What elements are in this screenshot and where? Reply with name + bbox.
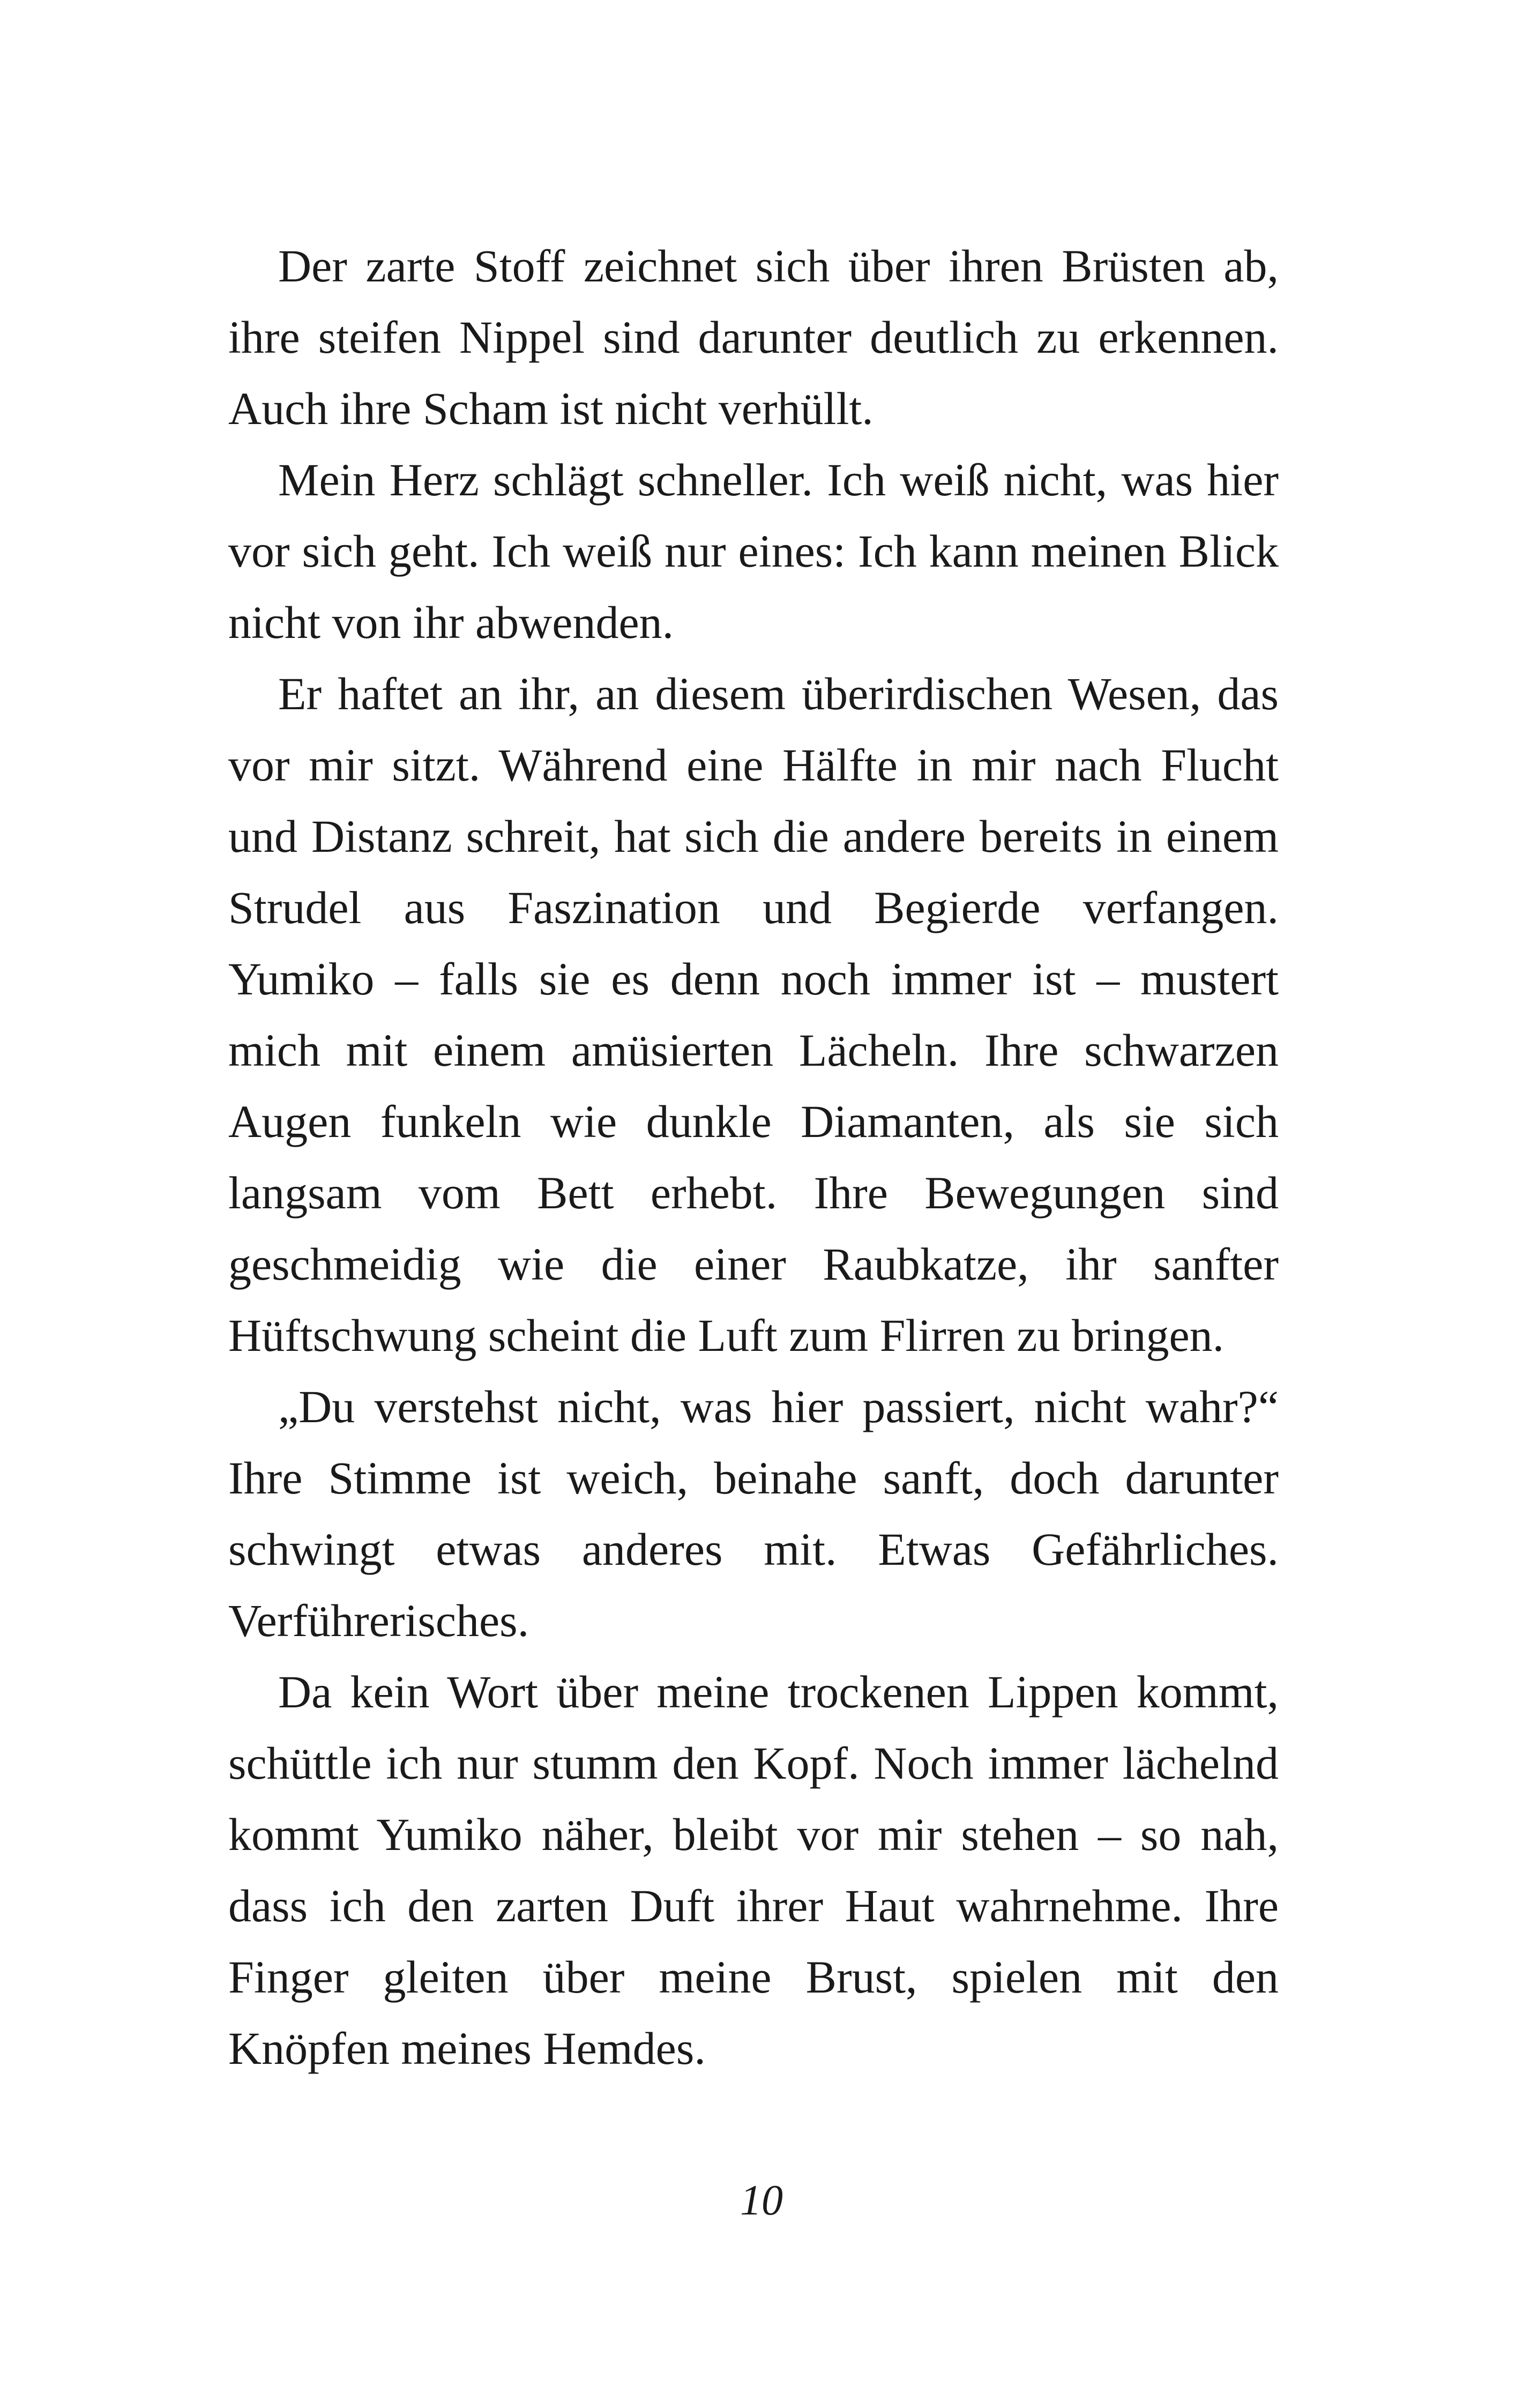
paragraph: „Du verstehst nicht, was hier passiert, nicht wahr?“ Ihre Stimme ist weich, beinahe sanft, doch darunter schwingt etwas anderes mit. Etwas Gefährliches. Verführerisches. [228, 1381, 1279, 1646]
paragraph: Der zarte Stoff zeichnet sich über ihren Brüsten ab, ihre steifen Nippel sind darunter deutlich zu erkennen. Auch ihre Scham ist nicht verhüllt. [228, 240, 1279, 434]
body-text [228, 231, 1279, 2084]
paragraph: Da kein Wort über meine trockenen Lippen kommt, schüttle ich nur stumm den Kopf. Noch immer lächelnd kommt Yumiko näher, bleibt vor mir stehen – so nah, dass ich den zarten Duft ihrer Haut wahrnehme. Ihre Finger gleiten über meine Brust, spielen mit den Knöpfen meines Hemdes. [228, 1666, 1279, 2074]
paragraph: Mein Herz schlägt schneller. Ich weiß nicht, was hier vor sich geht. Ich weiß nur eines: Ich kann meinen Blick nicht von ihr abwenden. [228, 454, 1279, 648]
paragraph: Er haftet an ihr, an diesem überirdischen Wesen, das vor mir sitzt. Während eine Hälfte in mir nach Flucht und Distanz schreit, hat sich die andere bereits in einem Strudel aus Faszination und Begierde verfangen. Yumiko – falls sie es denn noch immer ist – mustert mich mit einem amüsierten Lächeln. Ihre schwarzen Augen funkeln wie dunkle Diamanten, als sie sich langsam vom Bett erhebt. Ihre Bewegungen sind geschmeidig wie die einer Raubkatze, ihr sanfter Hüftschwung scheint die Luft zum Flirren zu bringen. [228, 668, 1279, 1361]
page-number: 10 [740, 2177, 783, 2224]
